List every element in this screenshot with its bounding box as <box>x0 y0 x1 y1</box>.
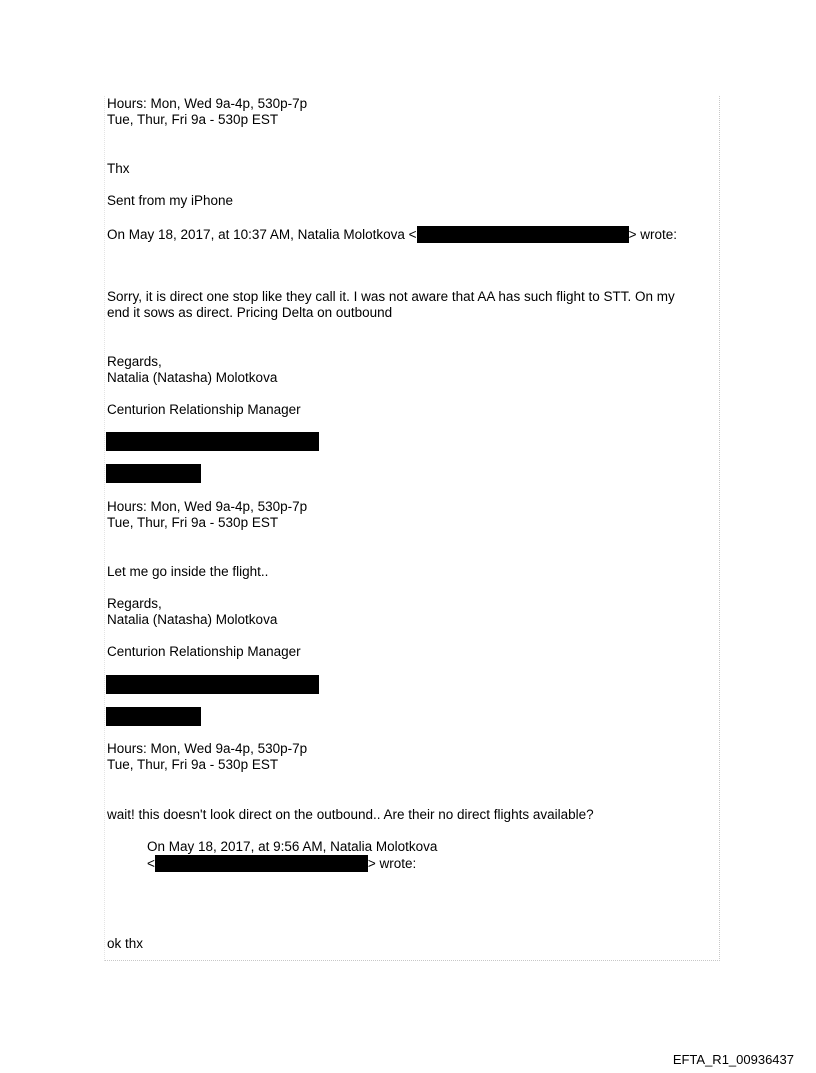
signature-title-1: Centurion Relationship Manager <box>107 402 301 417</box>
hours-line-4: Tue, Thur, Fri 9a - 530p EST <box>107 515 279 530</box>
redaction-email-1 <box>417 226 629 243</box>
redaction-block-4 <box>106 707 201 726</box>
regards-2: Regards, <box>107 596 162 611</box>
ok-thx-text: ok thx <box>107 936 144 951</box>
let-me-text: Let me go inside the flight.. <box>107 564 269 579</box>
sorry-line-2: end it sows as direct. Pricing Delta on outbound <box>107 305 393 320</box>
document-id: EFTA_R1_00936437 <box>672 1052 794 1067</box>
quote-header-2-line-2 <box>147 855 416 872</box>
quote-header-2-line-1: On May 18, 2017, at 9:56 AM, Natalia Molotkova <box>147 839 438 854</box>
hours-line-6: Tue, Thur, Fri 9a - 530p EST <box>107 757 279 772</box>
quote-header-1-suffix: > wrote: <box>628 227 677 242</box>
signature-name-1: Natalia (Natasha) Molotkova <box>107 370 278 385</box>
redaction-block-3 <box>106 675 319 694</box>
thx-text: Thx <box>107 161 130 176</box>
redaction-email-2 <box>155 855 368 872</box>
quote-header-2-suffix: > wrote: <box>367 856 417 871</box>
sorry-line-1: Sorry, it is direct one stop like they call it. I was not aware that AA has such flight to STT. On my <box>107 289 675 304</box>
hours-line-2: Tue, Thur, Fri 9a - 530p EST <box>107 112 279 127</box>
hours-line-3: Hours: Mon, Wed 9a-4p, 530p-7p <box>107 499 308 514</box>
redaction-block-2 <box>106 464 201 483</box>
hours-line-1: Hours: Mon, Wed 9a-4p, 530p-7p <box>107 96 308 111</box>
quote-header-2-prefix: < <box>147 856 155 871</box>
hours-line-5: Hours: Mon, Wed 9a-4p, 530p-7p <box>107 741 308 756</box>
regards-1: Regards, <box>107 354 162 369</box>
quote-header-1-prefix: On May 18, 2017, at 10:37 AM, Natalia Molotkova < <box>107 227 417 242</box>
quote-header-1 <box>107 226 677 243</box>
redaction-block-1 <box>106 432 319 451</box>
sent-from-text: Sent from my iPhone <box>107 193 234 208</box>
signature-name-2: Natalia (Natasha) Molotkova <box>107 612 278 627</box>
wait-text: wait! this doesn't look direct on the outbound.. Are their no direct flights available? <box>107 807 594 822</box>
signature-title-2: Centurion Relationship Manager <box>107 644 301 659</box>
